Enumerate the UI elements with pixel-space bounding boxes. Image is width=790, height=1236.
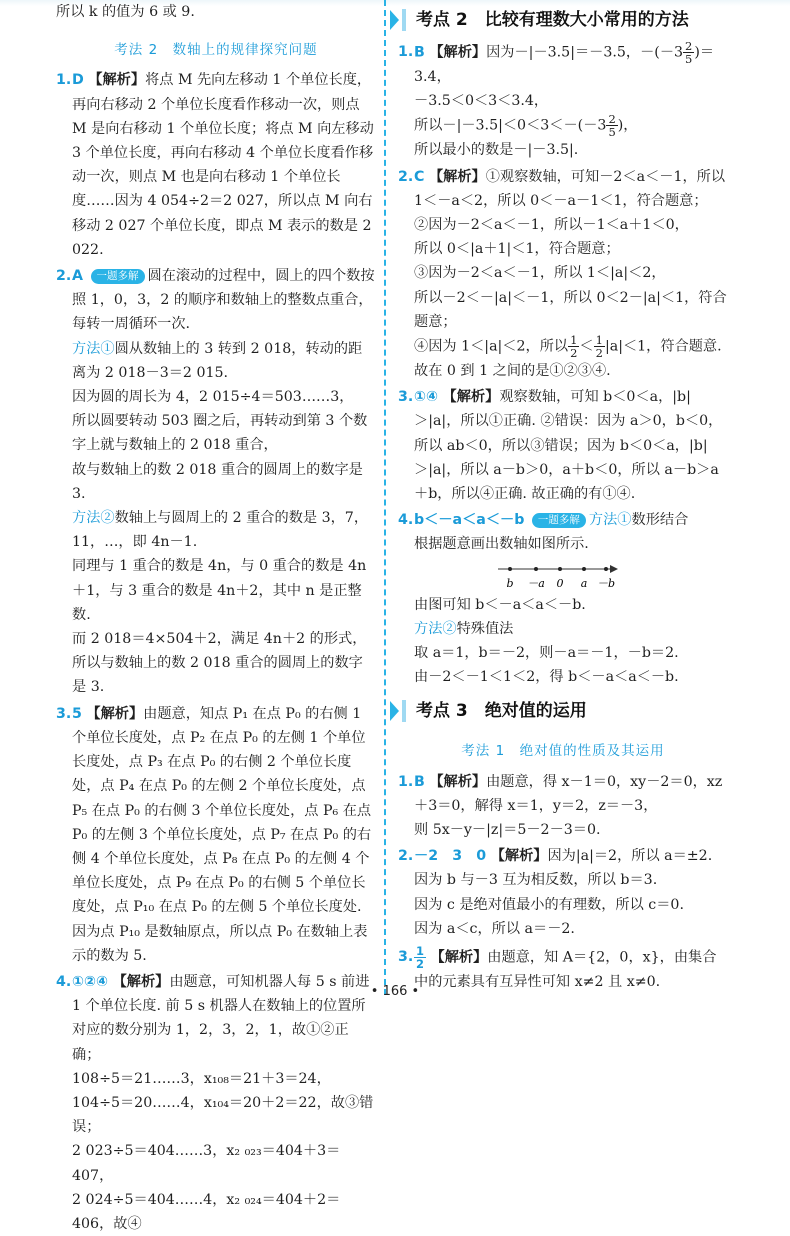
answer-key: ①②④	[72, 973, 109, 990]
answer-key: B	[414, 44, 425, 61]
fraction-numerator: 2	[685, 39, 693, 53]
answer-fraction	[414, 945, 426, 970]
fraction-denominator: 5	[608, 125, 616, 140]
body-line: 所以与数轴上的数 2 018 重合的圆周上的数字是 3.	[72, 655, 363, 696]
answer-item-2	[56, 264, 376, 337]
item-number: 3.	[398, 949, 414, 966]
body-line: ②因为－2＜a＜－1，所以－1＜a＋1＜0，	[414, 217, 689, 234]
explanation-text: ①观察数轴，可知－2＜a＜－1，所以 1＜－a＜2，所以 0＜－a－1＜1，符合题意；	[414, 168, 726, 209]
item-s1-body	[398, 818, 728, 842]
method-text: 数形结合	[631, 512, 689, 529]
number-line-label: －b	[596, 576, 616, 590]
number-line-svg	[414, 559, 624, 593]
analysis-tag: 【解析】	[442, 389, 500, 406]
method-label: 方法②	[414, 620, 457, 637]
method-subheading: 考法 1 绝对值的性质及其运用	[461, 743, 665, 760]
body-line: 所以 0＜|a＋1|＜1，符合题意；	[414, 241, 620, 258]
explanation-text: 将点 M 先向左移动 1 个单位长度，再向右移动 2 个单位长度看作移动一次，则点 M 是向右移动 1 个单位长度；将点 M 向左移动 3 个单位长度，再向右移动 4 个单位长度看作移动一次，则点 M 也是向右移动 1 个单位长度……因为 4 054÷2＝2 027，所以点 M 向右移动 2 027 个单位长度，即点 M 表示的数是 2 022.	[72, 72, 374, 258]
item-number: 2.	[398, 848, 414, 865]
body-line: 取 a＝1，b＝－2，则－a＝－1，－b＝2.	[414, 645, 679, 662]
expr-part: )，	[617, 117, 638, 134]
expr-part: |a|＜1，符合题意.	[604, 338, 722, 355]
right-column	[398, 0, 728, 994]
answer-item-r4	[398, 508, 728, 532]
expr-part: ＜	[579, 338, 594, 355]
fraction-denominator: 2	[570, 346, 578, 361]
item-2-body	[56, 337, 376, 700]
section-heading-2	[398, 6, 728, 34]
section-title: 考点 3 绝对值的运用	[416, 701, 587, 722]
method-text: 圆从数轴上的 3 转到 2 018，转动的距离为 2 018－3＝2 015.	[72, 340, 363, 381]
body-line: 因为 a＜c，所以 a＝－2.	[414, 920, 575, 937]
answer-key: D	[72, 72, 84, 89]
answer-key: C	[414, 168, 425, 185]
expr-part: )＝3.4，	[414, 44, 715, 85]
analysis-tag: 【解析】	[428, 168, 486, 185]
analysis-tag: 【解析】	[429, 44, 487, 61]
body-line: 所以最小的数是－|－3.5|.	[414, 142, 579, 159]
number-line-point	[534, 567, 538, 571]
method-subheading: 考法 2 数轴上的规律探究问题	[114, 42, 318, 59]
item-number: 4.	[398, 512, 414, 529]
explanation-text: 圆在滚动的过程中，圆上的四个数按照 1，0，3，2 的顺序和数轴上的整数点重合，每转一周循环一次.	[72, 268, 375, 333]
explanation-text: 观察数轴，可知 b＜0＜a，|b|＞|a|，所以①正确. ②错误：因为 a＞0，b＜0，所以 ab＜0，所以③错误；因为 b＜0＜a，|b|＞|a|，所以 a－b＞0，a＋b＜0，所以 a－b＞a＋b，所以④正确. 故正确的有①④.	[414, 389, 723, 503]
analysis-tag: 【解析】	[86, 705, 144, 722]
section-title: 考点 2 比较有理数大小常用的方法	[416, 10, 689, 30]
answer-item-3	[56, 702, 376, 968]
number-line	[414, 559, 624, 593]
item-s2-body	[398, 868, 728, 941]
analysis-tag: 【解析】	[112, 973, 170, 990]
number-line-label: b	[506, 576, 514, 590]
section-bar-icon	[402, 700, 406, 722]
method-label: 方法①	[588, 512, 632, 529]
fraction-numerator: 1	[570, 333, 578, 348]
body-line: 故与数轴上的数 2 018 重合的圆周上的数字是 3.	[72, 461, 363, 502]
body-line: 因为圆的周长为 4，2 015÷4＝503……3，	[72, 389, 354, 406]
fraction-denominator: 2	[416, 957, 425, 972]
number-line-label: －a	[527, 576, 545, 590]
body-line: 2 023÷5＝404……3，x₂ ₀₂₃＝404＋3＝407，	[72, 1143, 341, 1184]
expr-part: 所以－|－3.5|＜0＜3＜－(－3	[414, 117, 607, 134]
body-line: 由－2＜－1＜1＜2，得 b＜－a＜a＜－b.	[414, 669, 679, 686]
expr-part: 因为－|－3.5|＝－3.5，－(－3	[486, 44, 684, 61]
answer-key: ①④	[414, 389, 439, 406]
number-line-label: a	[580, 576, 588, 590]
item-r1-body	[398, 89, 728, 162]
left-column	[56, 0, 376, 1236]
body-line: 所以圆要转动 503 圈之后，再转动到第 3 个数字上就与数轴上的 2 018 重合，	[72, 413, 368, 454]
fraction	[606, 113, 617, 138]
body-line: 而 2 018＝4×504＋2，满足 4n＋2 的形式，	[72, 631, 367, 648]
answer-item-s2	[398, 844, 728, 868]
body-line: 故在 0 到 1 之间的是①②③④.	[414, 363, 611, 380]
body-line: 则 5x－y－|z|＝5－2－3＝0.	[414, 822, 601, 839]
item-r4-body	[398, 532, 728, 556]
fraction	[594, 334, 605, 359]
answer-key: b＜－a＜a＜－b	[414, 512, 525, 529]
multi-solution-badge: 一题多解	[91, 269, 145, 284]
answer-item-r1	[398, 40, 728, 89]
section-marker-icon	[390, 701, 399, 721]
section-marker-icon	[390, 10, 399, 30]
item-number: 2.	[56, 268, 72, 285]
column-divider	[384, 0, 386, 995]
fraction-denominator: 2	[595, 346, 603, 361]
answer-item-r3	[398, 385, 728, 506]
answer-key: 5	[72, 705, 82, 722]
method-label: 方法②	[72, 510, 115, 527]
item-r4-body-2	[398, 593, 728, 690]
axis-arrow-icon	[610, 565, 618, 573]
body-line: 因为 c 是绝对值最小的有理数，所以 c＝0.	[414, 896, 684, 913]
explanation-text: 由题意，知 A＝{2，0，x}，由集合中的元素具有互异性可知 x≠2 且 x≠0.	[414, 949, 717, 991]
explanation-text: 由题意，得 x－1＝0，xy－2＝0，xz＋3＝0，解得 x＝1，y＝2，z＝－3，	[414, 773, 723, 814]
answer-key: －2 3 0	[414, 848, 487, 865]
analysis-tag: 【解析】	[490, 848, 548, 865]
item-number: 4.	[56, 973, 72, 990]
answer-key: B	[414, 773, 425, 790]
method-text: 数轴上与圆周上的 2 重合的数是 3，7，11，…，即 4n－1.	[72, 510, 369, 551]
number-line-point	[604, 567, 608, 571]
item-number: 3.	[56, 705, 72, 722]
method-label: 方法①	[72, 340, 115, 357]
number-line-point	[582, 567, 586, 571]
fraction	[568, 334, 579, 359]
body-line: ③因为－2＜a＜－1，所以 1＜|a|＜2，	[414, 265, 666, 282]
page-number: • 166 •	[370, 984, 420, 999]
explanation-text: 因为|a|＝2，所以 a＝±2.	[547, 848, 713, 865]
analysis-tag: 【解析】	[88, 72, 146, 89]
explanation-text: 由题意，知点 P₁ 在点 P₀ 的右侧 1 个单位长度处，点 P₂ 在点 P₀ 的左侧 1 个单位长度处，点 P₃ 在点 P₀ 的右侧 2 个单位长度处，点 P₄ 在点 P₀ 的左侧 2 个单位长度处，点 P₅ 在点 P₀ 的右侧 3 个单位长度处，点 P₆ 在点 P₀ 的左侧 3 个单位长度处，点 P₇ 在点 P₀ 的右侧 4 个单位长度处，点 P₈ 在点 P₀ 的左侧 4 个单位长度处，点 P₉ 在点 P₀ 的右侧 5 个单位长度处，点 P₁₀ 在点 P₀ 的左侧 5 个单位长度处. 因为点 P₁₀ 是数轴原点，所以点 P₀ 在数轴上表示的数为 5.	[72, 705, 372, 964]
body-line: －3.5＜0＜3＜3.4，	[414, 93, 549, 110]
fraction-numerator: 2	[608, 112, 616, 127]
item-number: 2.	[398, 168, 414, 185]
body-line: 由图可知 b＜－a＜a＜－b.	[414, 596, 586, 613]
body-line: 同理与 1 重合的数是 4n，与 0 重合的数是 4n＋1，与 3 重合的数是 4n＋2，其中 n 是正整数.	[72, 558, 367, 623]
item-number: 1.	[398, 773, 414, 790]
number-line-label: 0	[556, 576, 564, 590]
body-line: 所以－2＜－|a|＜－1，所以 0＜2－|a|＜1，符合题意；	[414, 289, 727, 330]
item-number: 3.	[398, 389, 414, 406]
body-line: 根据题意画出数轴如图所示.	[414, 536, 589, 553]
answer-key: A	[72, 268, 83, 285]
analysis-tag: 【解析】	[430, 949, 488, 966]
explanation-text: 由题意，可知机器人每 5 s 前进 1 个单位长度. 前 5 s 机器人在数轴上的位置所对应的数分别为 1，2，3，2，1，故①②正确；	[72, 973, 370, 1063]
answer-item-1	[56, 68, 376, 262]
method-text: 特殊值法	[456, 620, 514, 637]
answer-item-s1	[398, 770, 728, 818]
expr-part: ④因为 1＜|a|＜2，所以	[414, 338, 569, 355]
carryover-line: 所以 k 的值为 6 或 9.	[56, 4, 195, 20]
multi-solution-badge: 一题多解	[532, 513, 586, 528]
item-number: 1.	[398, 44, 414, 60]
number-line-point	[508, 567, 512, 571]
item-number: 1.	[56, 72, 72, 89]
fraction-denominator: 5	[685, 52, 693, 66]
fraction-numerator: 1	[416, 944, 425, 959]
fraction-numerator: 1	[595, 333, 603, 348]
body-line: 108÷5＝21……3，x₁₀₈＝21＋3＝24，104÷5＝20……4，x₁₀₄＝20＋2＝22，故③错误；	[72, 1070, 374, 1136]
analysis-tag: 【解析】	[429, 773, 487, 790]
section-heading-3	[398, 697, 728, 725]
section-bar-icon	[402, 9, 406, 31]
item-4-body	[56, 1067, 376, 1236]
number-line-point	[558, 567, 562, 571]
body-line: 因为 b 与－3 互为相反数，所以 b＝3.	[414, 872, 658, 889]
answer-item-r2	[398, 165, 728, 213]
item-r2-body	[398, 213, 728, 383]
body-line: 2 024÷5＝404……4，x₂ ₀₂₄＝404＋2＝406，故④	[72, 1191, 341, 1232]
fraction	[683, 40, 694, 65]
